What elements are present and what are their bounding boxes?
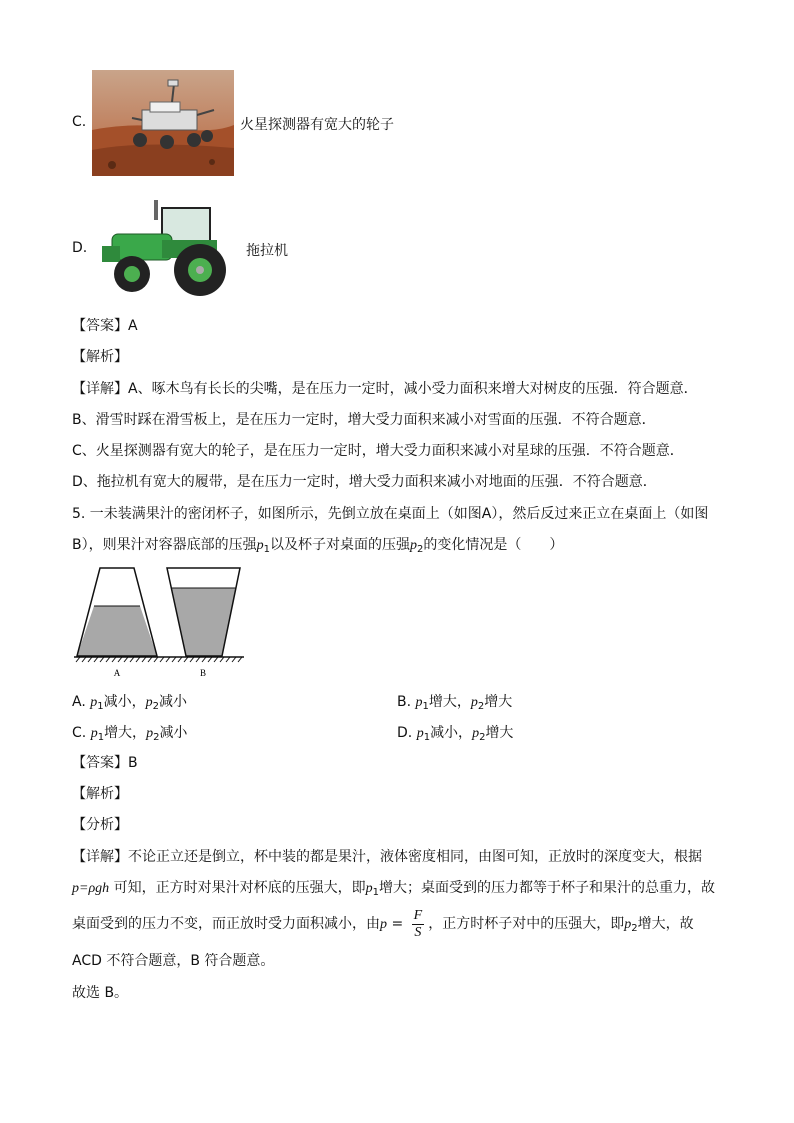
option-d-text: 拖拉机 [246, 243, 288, 259]
tractor-image [92, 190, 240, 302]
p1-subscript: 1 [263, 544, 270, 555]
cup-b-liquid [172, 588, 236, 656]
answer-label: 【答案】A [72, 318, 138, 334]
fraction-numerator: F [413, 907, 423, 923]
opt-d-letter: D. [397, 725, 413, 741]
cups-diagram [72, 564, 248, 684]
p2-symbol: p [146, 726, 154, 741]
answer-label-2: 【答案】B [72, 755, 138, 771]
p1-subscript: 1 [422, 701, 429, 712]
opt-b-text2: 增大 [484, 694, 513, 710]
opt-a-text1: 减小， [103, 694, 146, 710]
p2-symbol: p [624, 917, 632, 932]
q5-option-c [72, 722, 187, 743]
analysis-label: 【解析】 [72, 349, 128, 365]
pressure-formula: p=ρgh [72, 881, 110, 896]
fraction-denominator: S [414, 924, 422, 940]
mars-rover-image [92, 70, 234, 176]
option-c-text: 火星探测器有宽大的轮子 [240, 117, 394, 133]
p1-symbol: p [90, 695, 98, 710]
detail2-text-b: 增大；桌面受到的压力都等于杯子和果汁的总重力，故 [379, 880, 715, 896]
p1-subscript: 1 [372, 887, 379, 898]
opt-b-text1: 增大， [428, 694, 471, 710]
p1-subscript: 1 [97, 732, 105, 743]
p2-subscript: 2 [153, 732, 160, 743]
p2-subscript: 2 [477, 701, 485, 712]
q5-option-a [72, 691, 187, 712]
question-5-line2 [72, 535, 563, 560]
p2-subscript: 2 [152, 701, 159, 712]
question-5-line1: 5. 一未装满果汁的密闭杯子，如图所示，先倒立放在桌面上（如图A），然后反过来正立在桌面上（如图 [72, 506, 709, 522]
p1-subscript: 1 [423, 732, 431, 743]
equals-sign: = [387, 916, 408, 932]
p2-subscript: 2 [479, 732, 486, 743]
detail2-text-c: 桌面受到的压力不变，而正放时受力面积减小，由 [72, 916, 380, 932]
option-c-letter: C. [72, 114, 87, 130]
p2-symbol: p [472, 726, 480, 741]
detail2-line3 [72, 904, 694, 944]
q5-option-b [397, 691, 512, 712]
p2-symbol: p [145, 695, 153, 710]
cup-a-liquid [77, 606, 157, 656]
q5-text-c: 的变化情况是（ ） [423, 537, 564, 553]
detail2-line2 [72, 878, 715, 903]
q5-option-d [397, 722, 513, 743]
opt-a-text2: 减小 [158, 694, 187, 710]
opt-c-text2: 减小 [159, 725, 188, 741]
p2-subscript: 2 [631, 923, 638, 934]
opt-a-letter: A. [72, 694, 86, 710]
p2-symbol: p [409, 538, 417, 553]
detail2-text-e: 增大，故 [637, 916, 694, 932]
opt-d-text1: 减小， [430, 725, 473, 741]
p1-symbol: p [365, 881, 373, 896]
p1-symbol: p [415, 695, 423, 710]
opt-c-letter: C. [72, 725, 87, 741]
label-b: B [199, 668, 207, 678]
detail2-text-a: 可知，正方时对果汁对杯底的压强大，即 [109, 880, 366, 896]
p2-subscript: 2 [416, 544, 424, 555]
label-a: A [113, 668, 121, 678]
p1-symbol: p [90, 726, 98, 741]
detail2-line4: ACD 不符合题意，B 符合题意。 [72, 953, 275, 969]
p1-symbol: p [416, 726, 424, 741]
fenxi-label: 【分析】 [72, 817, 128, 833]
detail-line-d: D、拖拉机有宽大的履带，是在压力一定时，增大受力面积来减小对地面的压强．不符合题意． [72, 474, 657, 490]
p-symbol: p [380, 917, 387, 932]
fraction-f-over-s [412, 908, 425, 941]
opt-d-text2: 增大 [485, 725, 514, 741]
q5-text-a: B），则果汁对容器底部的压强 [72, 537, 257, 553]
detail-line-b: B、滑雪时踩在滑雪板上，是在压力一定时，增大受力面积来减小对雪面的压强．不符合题意． [72, 412, 656, 428]
p1-subscript: 1 [97, 701, 104, 712]
analysis-label-2: 【解析】 [72, 786, 128, 802]
detail-line-a: 【详解】A、啄木鸟有长长的尖嘴，是在压力一定时，减小受力面积来增大对树皮的压强．符合题意． [72, 381, 698, 397]
opt-c-text1: 增大， [104, 725, 147, 741]
opt-b-letter: B. [397, 694, 412, 710]
detail-line-c: C、火星探测器有宽大的轮子，是在压力一定时，增大受力面积来减小对星球的压强．不符合题意． [72, 443, 684, 459]
p1-symbol: p [256, 538, 264, 553]
q5-text-b: 以及杯子对桌面的压强 [269, 537, 410, 553]
detail2-text-d: ，正方时杯子对中的压强大，即 [428, 916, 625, 932]
p2-symbol: p [470, 695, 478, 710]
final-choice: 故选 B。 [72, 985, 129, 1001]
detail2-line1: 【详解】不论正立还是倒立，杯中装的都是果汁，液体密度相同，由图可知，正放时的深度变大，根据 [72, 849, 702, 865]
option-d-letter: D. [72, 240, 88, 256]
